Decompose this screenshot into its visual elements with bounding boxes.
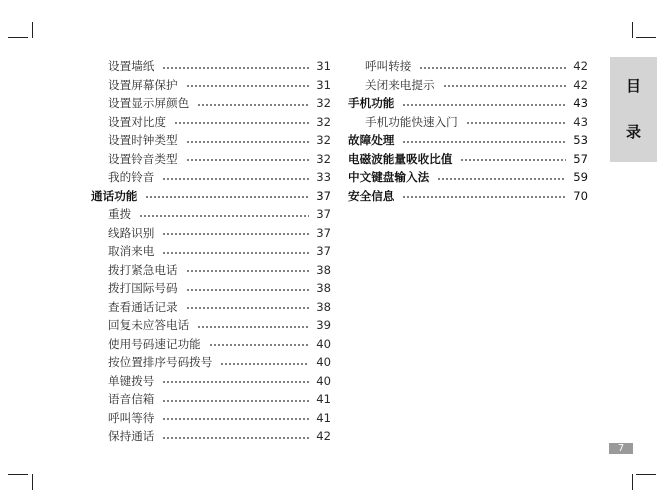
- toc-entry: [348, 150, 588, 169]
- toc-leader-dots: [162, 437, 309, 439]
- toc-entry: [348, 168, 588, 187]
- toc-entry-title: 取消来电: [108, 244, 155, 258]
- toc-entry: [91, 205, 331, 224]
- toc-entry-page: 39: [316, 318, 331, 332]
- toc-leader-dots: [162, 418, 309, 420]
- toc-leader-dots: [443, 85, 566, 87]
- toc-leader-dots: [162, 233, 309, 235]
- toc-entry: [91, 242, 331, 261]
- toc-entry-page: 59: [573, 170, 588, 184]
- toc-entry-title: 呼叫转接: [365, 59, 412, 73]
- section-tab-char-1: 目: [625, 77, 641, 95]
- toc-entry-page: 32: [316, 114, 331, 129]
- toc-entry-title: 查看通话记录: [108, 299, 178, 314]
- toc-entry: [91, 94, 331, 113]
- toc-left-column: [91, 57, 331, 446]
- toc-entry-title: 单键拨号: [108, 373, 155, 388]
- toc-entry-page: 32: [316, 151, 331, 166]
- crop-mark-tl-h: [8, 37, 28, 38]
- toc-entry: [91, 427, 331, 446]
- section-tab-char-2: 录: [625, 123, 641, 141]
- toc-leader-dots: [186, 85, 309, 87]
- toc-leader-dots: [437, 178, 566, 180]
- toc-entry: [348, 94, 588, 113]
- toc-entry-title: 通话功能: [91, 188, 138, 203]
- toc-right-column: [348, 57, 588, 205]
- toc-leader-dots: [162, 400, 309, 402]
- toc-entry-title: 关闭来电提示: [365, 77, 435, 92]
- toc-entry-title: 设置铃音类型: [108, 151, 178, 166]
- toc-leader-dots: [460, 159, 566, 161]
- toc-entry-page: 37: [316, 188, 331, 203]
- toc-entry-page: 40: [316, 355, 331, 369]
- toc-leader-dots: [186, 159, 309, 161]
- toc-entry-page: 41: [316, 410, 331, 425]
- toc-leader-dots: [209, 344, 309, 346]
- toc-entry-page: 38: [316, 299, 331, 314]
- toc-leader-dots: [186, 141, 309, 143]
- toc-entry: [91, 298, 331, 317]
- toc-leader-dots: [220, 363, 309, 365]
- toc-entry-title: 安全信息: [348, 188, 395, 203]
- toc-entry-page: 33: [316, 170, 331, 184]
- crop-mark-bl-h: [8, 474, 28, 475]
- toc-leader-dots: [145, 196, 309, 198]
- toc-entry-title: 手机功能快速入门: [365, 114, 458, 129]
- toc-entry-page: 42: [573, 77, 588, 92]
- toc-entry: [348, 76, 588, 95]
- toc-entry-title: 保持通话: [108, 429, 155, 443]
- toc-entry-title: 设置时钟类型: [108, 133, 178, 147]
- toc-entry-title: 重拨: [108, 207, 132, 221]
- toc-entry: [91, 353, 331, 372]
- toc-entry-page: 38: [316, 262, 331, 277]
- toc-entry: [91, 131, 331, 150]
- toc-entry: [348, 131, 588, 150]
- toc-entry-page: 40: [316, 336, 331, 351]
- toc-entry-page: 37: [316, 207, 331, 221]
- section-tab: [610, 57, 657, 162]
- toc-entry: [91, 168, 331, 187]
- toc-leader-dots: [162, 178, 309, 180]
- crop-mark-br-h: [636, 474, 656, 475]
- toc-entry-page: 31: [316, 59, 331, 73]
- toc-leader-dots: [466, 122, 566, 124]
- toc-entry-title: 故障处理: [348, 133, 395, 147]
- toc-entry-page: 32: [316, 133, 331, 147]
- toc-entry: [348, 187, 588, 206]
- toc-entry-title: 拨打紧急电话: [108, 262, 178, 277]
- toc-entry-title: 语音信箱: [108, 392, 155, 406]
- toc-entry-title: 拨打国际号码: [108, 281, 178, 295]
- toc-entry-title: 手机功能: [348, 96, 395, 110]
- toc-entry-page: 42: [573, 59, 588, 73]
- toc-entry-page: 70: [573, 188, 588, 203]
- toc-entry: [91, 316, 331, 335]
- toc-entry-page: 37: [316, 244, 331, 258]
- crop-mark-tl-v: [32, 22, 33, 38]
- toc-entry: [91, 409, 331, 428]
- toc-entry-page: 42: [316, 429, 331, 443]
- toc-entry-title: 设置对比度: [108, 114, 166, 129]
- toc-entry-page: 53: [573, 133, 588, 147]
- toc-entry-title: 回复未应答电话: [108, 318, 190, 332]
- toc-entry-title: 中文键盘输入法: [348, 170, 430, 184]
- toc-entry-title: 我的铃音: [108, 170, 155, 184]
- toc-entry-page: 40: [316, 373, 331, 388]
- toc-entry: [91, 390, 331, 409]
- toc-entry: [91, 76, 331, 95]
- toc-leader-dots: [402, 141, 566, 143]
- toc-entry: [348, 113, 588, 132]
- toc-entry-title: 按位置排序号码拨号: [108, 355, 213, 369]
- page-number-badge: 7: [609, 443, 633, 454]
- toc-entry: [91, 261, 331, 280]
- crop-mark-bl-v: [32, 474, 33, 490]
- toc-entry: [91, 113, 331, 132]
- toc-entry-title: 设置屏幕保护: [108, 77, 178, 92]
- toc-entry: [91, 372, 331, 391]
- toc-leader-dots: [174, 122, 309, 124]
- toc-entry-title: 电磁波能量吸收比值: [348, 151, 453, 166]
- toc-leader-dots: [162, 381, 309, 383]
- toc-leader-dots: [197, 326, 309, 328]
- toc-entry-page: 43: [573, 96, 588, 110]
- crop-mark-br-v: [632, 474, 633, 490]
- toc-entry: [91, 150, 331, 169]
- toc-leader-dots: [402, 196, 566, 198]
- toc-entry-page: 43: [573, 114, 588, 129]
- toc-entry-page: 38: [316, 281, 331, 295]
- toc-entry-title: 线路识别: [108, 225, 155, 240]
- toc-leader-dots: [186, 270, 309, 272]
- toc-leader-dots: [419, 67, 566, 69]
- toc-leader-dots: [197, 104, 309, 106]
- toc-entry-title: 呼叫等待: [108, 410, 155, 425]
- toc-leader-dots: [186, 307, 309, 309]
- toc-entry-page: 57: [573, 151, 588, 166]
- toc-entry: [91, 224, 331, 243]
- toc-entry-page: 31: [316, 77, 331, 92]
- toc-entry: [91, 187, 331, 206]
- toc-entry-title: 设置显示屏颜色: [108, 96, 190, 110]
- toc-entry: [91, 279, 331, 298]
- toc-entry: [91, 335, 331, 354]
- toc-entry-page: 41: [316, 392, 331, 406]
- toc-entry: [91, 57, 331, 76]
- crop-mark-tr-h: [636, 37, 656, 38]
- toc-leader-dots: [139, 215, 309, 217]
- toc-leader-dots: [186, 289, 309, 291]
- toc-entry-title: 设置墙纸: [108, 59, 155, 73]
- toc-leader-dots: [162, 252, 309, 254]
- toc-leader-dots: [162, 67, 309, 69]
- toc-entry: [348, 57, 588, 76]
- toc-entry-title: 使用号码速记功能: [108, 336, 201, 351]
- toc-leader-dots: [402, 104, 566, 106]
- toc-entry-page: 32: [316, 96, 331, 110]
- toc-entry-page: 37: [316, 225, 331, 240]
- crop-mark-tr-v: [632, 22, 633, 38]
